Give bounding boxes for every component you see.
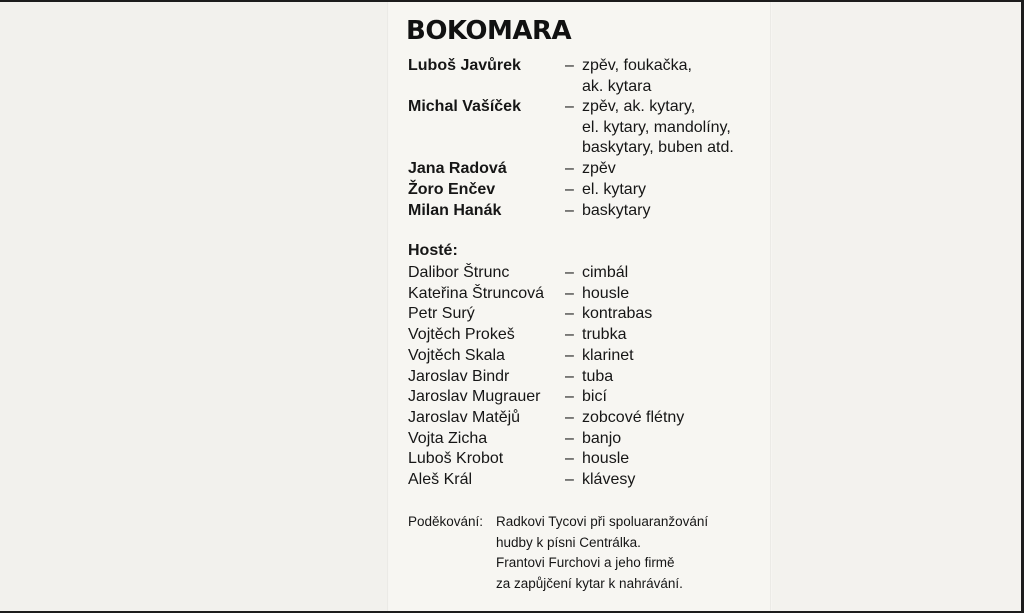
member-name: Žoro Enčev <box>408 181 496 198</box>
guest-role: housle <box>582 285 630 302</box>
member-name: Milan Hanák <box>408 202 502 219</box>
member-dash: – <box>565 160 574 177</box>
acknowledgements-line: hudby k písni Centrálka. <box>496 534 641 550</box>
guest-name: Jaroslav Mugrauer <box>408 388 541 405</box>
guest-name: Dalibor Štrunc <box>408 264 510 281</box>
member-role: baskytary <box>582 202 651 219</box>
member-role: el. kytary <box>582 181 647 198</box>
member-name: Michal Vašíček <box>408 98 521 115</box>
right-panel <box>771 0 1024 613</box>
guest-dash: – <box>565 305 574 322</box>
acknowledgements-label: Poděkování: <box>408 514 484 529</box>
guest-name: Luboš Krobot <box>408 450 504 467</box>
guest-role: klarinet <box>582 347 634 364</box>
member-role: zpěv <box>582 160 616 177</box>
guest-name: Jaroslav Bindr <box>408 368 510 385</box>
guest-name: Vojta Zicha <box>408 430 488 447</box>
guest-dash: – <box>565 285 574 302</box>
guest-name: Vojtěch Prokeš <box>408 326 515 343</box>
member-dash: – <box>565 181 574 198</box>
guest-role: trubka <box>582 326 627 343</box>
guest-role: banjo <box>582 430 622 447</box>
guest-dash: – <box>565 326 574 343</box>
guest-name: Vojtěch Skala <box>408 347 505 364</box>
guest-name: Aleš Král <box>408 471 473 488</box>
member-dash: – <box>565 57 574 74</box>
member-role-line: zpěv, foukačka, <box>582 57 692 74</box>
member-dash: – <box>565 202 574 219</box>
member-role <box>582 56 692 97</box>
member-role <box>582 97 734 159</box>
acknowledgements-line: Frantovi Furchovi a jeho firmě <box>496 555 675 570</box>
fold-line-left <box>387 0 389 613</box>
guest-role: cimbál <box>582 264 629 281</box>
guest-dash: – <box>565 450 574 467</box>
member-role-line: ak. kytara <box>582 77 652 95</box>
guest-dash: – <box>565 264 574 281</box>
band-title: BOKOMARA <box>406 16 572 46</box>
member-name: Jana Radová <box>408 160 507 177</box>
guest-role: kontrabas <box>582 305 653 322</box>
acknowledgements-line: Radkovi Tycovi při spoluaranžování <box>496 514 709 529</box>
guest-dash: – <box>565 471 574 488</box>
guest-name: Jaroslav Matějů <box>408 409 521 426</box>
scan-edge-top <box>0 0 1024 2</box>
member-dash: – <box>565 98 574 115</box>
member-role-line: baskytary, buben atd. <box>582 139 734 157</box>
guest-dash: – <box>565 368 574 385</box>
member-role-line: el. kytary, mandolíny, <box>582 118 731 136</box>
member-name: Luboš Javůrek <box>408 57 521 74</box>
guest-name: Petr Surý <box>408 305 475 322</box>
acknowledgements-line: za zapůjčení kytar k nahrávání. <box>496 575 683 591</box>
guests-heading: Hosté: <box>408 242 458 259</box>
member-role-line: zpěv, ak. kytary, <box>582 98 696 115</box>
left-panel <box>0 0 388 613</box>
guest-role: klávesy <box>582 471 636 488</box>
guest-dash: – <box>565 409 574 426</box>
guest-dash: – <box>565 430 574 447</box>
acknowledgements-text <box>496 512 708 594</box>
guest-dash: – <box>565 347 574 364</box>
guest-role: zobcové flétny <box>582 409 685 426</box>
guest-role: bicí <box>582 388 607 405</box>
guest-dash: – <box>565 388 574 405</box>
fold-line-right <box>770 0 772 613</box>
guest-role: housle <box>582 450 630 467</box>
guest-name: Kateřina Štruncová <box>408 285 545 302</box>
guest-role: tuba <box>582 368 614 385</box>
